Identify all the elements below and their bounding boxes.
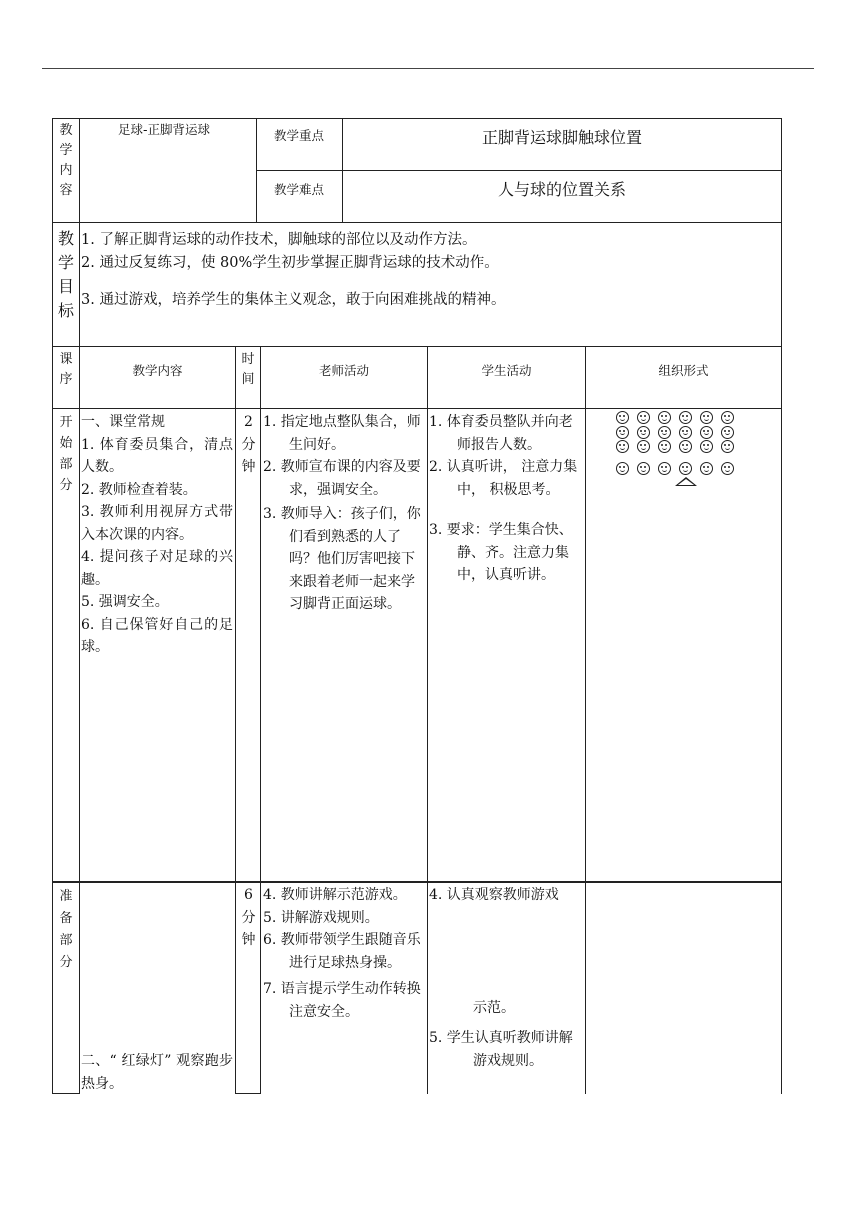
section-prep-student: [429, 884, 585, 1072]
difficulty-label: 教学难点: [273, 182, 324, 197]
list-item: 1. 体育委员集合，清点人数。: [81, 436, 233, 475]
formation-row: [612, 409, 762, 423]
smiley-icon: [616, 426, 629, 439]
smiley-icon: [679, 440, 692, 453]
smiley-icon: [637, 426, 650, 439]
list-item: 3. 要求：学生集合快、静、齐。注意力集中，认真听讲。: [429, 522, 573, 583]
formation-row: [612, 424, 762, 438]
section-prep-time: 6 分 钟: [241, 887, 256, 948]
smiley-icon: [721, 462, 734, 475]
section-start-student: [429, 411, 585, 587]
list-item: 4. 认真观察教师游戏: [429, 887, 559, 903]
key-point-value: 正脚背运球脚触球位置: [481, 128, 642, 147]
list-item: 示范。: [473, 999, 515, 1016]
section-start-time: 2 分 钟: [241, 414, 256, 475]
smiley-icon: [658, 426, 671, 439]
smiley-icon: [637, 440, 650, 453]
formation-row: [612, 438, 762, 452]
list-item: 一、课堂常规: [81, 414, 165, 430]
smiley-icon: [616, 462, 629, 475]
section-prep-label: 准 备 部 分: [59, 889, 73, 970]
section-prep-content: 二、“ 红绿灯” 观察跑步热身。: [81, 1053, 233, 1092]
teach-content-label: 教 学 内 容: [59, 123, 73, 198]
col-order-header: 课 序: [59, 352, 73, 387]
smiley-icon: [616, 411, 629, 424]
col-content-header: 教学内容: [132, 363, 183, 378]
difficulty-value: 人与球的位置关系: [497, 180, 626, 199]
list-item: 2. 教师检查着装。: [81, 481, 197, 498]
key-point-label: 教学重点: [273, 128, 324, 143]
list-item: 3. 教师利用视屏方式带入本次课的内容。: [81, 504, 233, 543]
list-item: 2. 教师宣布课的内容及要求，强调安全。: [263, 459, 421, 498]
goal-item: 1. 了解正脚背运球的动作技术，脚触球的部位以及动作方法。: [81, 232, 477, 248]
list-item: 2. 认真听讲， 注意力集中， 积极思考。: [429, 459, 578, 498]
smiley-icon: [679, 462, 692, 475]
list-item: 4. 教师讲解示范游戏。: [263, 887, 407, 903]
smiley-icon: [679, 411, 692, 424]
formation-diagram: [612, 409, 762, 474]
goal-item: 3. 通过游戏，培养学生的集体主义观念，敢于向困难挑战的精神。: [81, 292, 506, 308]
smiley-icon: [700, 462, 713, 475]
smiley-icon: [616, 440, 629, 453]
list-item: 7. 语言提示学生动作转换注意安全。: [263, 981, 421, 1020]
list-item: 5. 强调安全。: [81, 594, 169, 610]
list-item: 4. 提问孩子对足球的兴趣。: [81, 549, 233, 588]
smiley-icon: [721, 411, 734, 424]
col-teacher-header: 老师活动: [318, 363, 369, 378]
list-item: 5. 讲解游戏规则。: [263, 909, 379, 926]
smiley-icon: [637, 411, 650, 424]
list-item: 6. 自己保管好自己的足球。: [81, 616, 233, 655]
section-start-teacher: [263, 411, 425, 616]
smiley-icon: [700, 440, 713, 453]
goals-label: 教 学 目 标: [57, 229, 74, 320]
list-item: 3. 教师导入：孩子们，你们看到熟悉的人了吗？他们厉害吧接下来跟着老师一起来学习脚背正面运球。: [263, 506, 421, 612]
smiley-icon: [658, 440, 671, 453]
list-item: 6. 教师带领学生跟随音乐进行足球热身操。: [263, 932, 421, 971]
smiley-icon: [700, 426, 713, 439]
smiley-icon: [721, 440, 734, 453]
section-start-content: [81, 411, 233, 659]
smiley-icon: [637, 462, 650, 475]
smiley-icon: [679, 426, 692, 439]
smiley-icon: [658, 411, 671, 424]
section-prep-teacher: [263, 884, 425, 1023]
col-time-header: 时 间: [241, 352, 255, 387]
teach-content-value: 足球-正脚背运球: [118, 122, 211, 137]
goal-item: 2. 通过反复练习，使 80%学生初步掌握正脚背运球的技术动作。: [81, 255, 499, 271]
col-student-header: 学生活动: [481, 363, 532, 378]
smiley-icon: [700, 411, 713, 424]
list-item: 1. 指定地点整队集合，师生问好。: [263, 414, 421, 453]
smiley-icon: [721, 426, 734, 439]
triangle-icon: [675, 477, 697, 486]
list-item: 1. 体育委员整队并向老师报告人数。: [429, 414, 573, 453]
list-item: 5. 学生认真听教师讲解游戏规则。: [429, 1030, 573, 1069]
formation-row: [612, 460, 762, 474]
section-start-label: 开 始 部 分: [59, 415, 73, 493]
col-organization-header: 组织形式: [658, 363, 709, 378]
header-rule: [42, 68, 814, 69]
smiley-icon: [658, 462, 671, 475]
